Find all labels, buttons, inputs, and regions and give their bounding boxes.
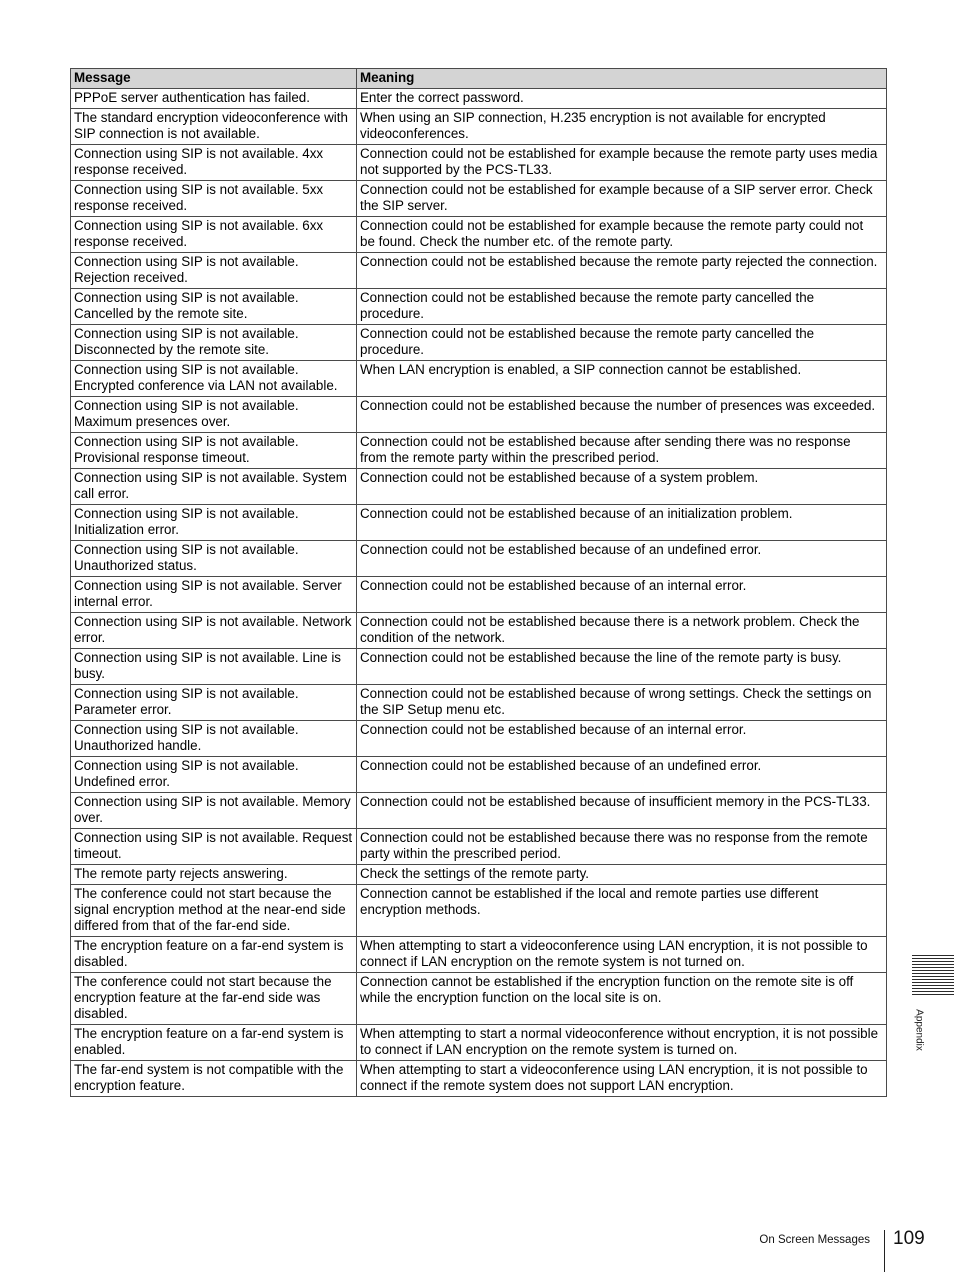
meaning-cell: Connection could not be established because the number of presences was exceeded. <box>357 397 887 433</box>
message-cell: Connection using SIP is not available. Server internal error. <box>71 577 357 613</box>
table-row <box>71 181 887 217</box>
table-row <box>71 973 887 1025</box>
meaning-cell: Connection could not be established because of an initialization problem. <box>357 505 887 541</box>
meaning-cell: Connection could not be established for example because the remote party uses media not supported by the PCS-TL33. <box>357 145 887 181</box>
message-cell: The standard encryption videoconference with SIP connection is not available. <box>71 109 357 145</box>
table-row <box>71 937 887 973</box>
message-cell: The remote party rejects answering. <box>71 865 357 885</box>
message-cell: Connection using SIP is not available. Unauthorized status. <box>71 541 357 577</box>
meaning-cell: Connection could not be established for example because the remote party could not be found. Check the number etc. of the remote party. <box>357 217 887 253</box>
message-cell: Connection using SIP is not available. 5xx response received. <box>71 181 357 217</box>
meaning-cell: When attempting to start a videoconference using LAN encryption, it is not possible to connect if LAN encryption on the remote system is not turned on. <box>357 937 887 973</box>
table-row <box>71 145 887 181</box>
meaning-cell: Connection could not be established because there was no response from the remote party within the prescribed period. <box>357 829 887 865</box>
meaning-cell: Connection could not be established because of an internal error. <box>357 721 887 757</box>
message-cell: The encryption feature on a far-end system is enabled. <box>71 1025 357 1061</box>
table-row <box>71 885 887 937</box>
meaning-cell: Connection could not be established because of an undefined error. <box>357 541 887 577</box>
message-cell: PPPoE server authentication has failed. <box>71 89 357 109</box>
message-cell: Connection using SIP is not available. Encrypted conference via LAN not available. <box>71 361 357 397</box>
message-cell: Connection using SIP is not available. Cancelled by the remote site. <box>71 289 357 325</box>
meaning-cell: Connection could not be established because the remote party rejected the connection. <box>357 253 887 289</box>
page-number: 109 <box>893 1228 925 1249</box>
message-cell: The encryption feature on a far-end system is disabled. <box>71 937 357 973</box>
table-row <box>71 397 887 433</box>
message-cell: The conference could not start because the signal encryption method at the near-end side differed from that of the far-end side. <box>71 885 357 937</box>
table-row <box>71 469 887 505</box>
message-cell: Connection using SIP is not available. Provisional response timeout. <box>71 433 357 469</box>
meaning-cell: When attempting to start a videoconference using LAN encryption, it is not possible to connect if the remote system does not support LAN encryption. <box>357 1061 887 1097</box>
table-header-row <box>71 69 887 89</box>
message-cell: Connection using SIP is not available. Request timeout. <box>71 829 357 865</box>
table-row <box>71 793 887 829</box>
message-cell: The conference could not start because the encryption feature at the far-end side was disabled. <box>71 973 357 1025</box>
meaning-cell: Connection cannot be established if the local and remote parties use different encryption methods. <box>357 885 887 937</box>
meaning-cell: Connection cannot be established if the encryption function on the remote site is off while the encryption function on the local site is on. <box>357 973 887 1025</box>
table-row <box>71 757 887 793</box>
meaning-cell: Connection could not be established because of insufficient memory in the PCS-TL33. <box>357 793 887 829</box>
table-row <box>71 361 887 397</box>
meaning-cell: Connection could not be established because the remote party cancelled the procedure. <box>357 289 887 325</box>
table-row <box>71 829 887 865</box>
message-cell: Connection using SIP is not available. Line is busy. <box>71 649 357 685</box>
table-row <box>71 577 887 613</box>
header-message: Message <box>71 69 357 89</box>
table-row <box>71 325 887 361</box>
meaning-cell: Enter the correct password. <box>357 89 887 109</box>
meaning-cell: Connection could not be established because there is a network problem. Check the condition of the network. <box>357 613 887 649</box>
message-cell: Connection using SIP is not available. Undefined error. <box>71 757 357 793</box>
meaning-cell: Connection could not be established because after sending there was no response from the remote party within the prescribed period. <box>357 433 887 469</box>
table-row <box>71 109 887 145</box>
header-meaning: Meaning <box>357 69 887 89</box>
meaning-cell: Connection could not be established because of an undefined error. <box>357 757 887 793</box>
message-cell: Connection using SIP is not available. Maximum presences over. <box>71 397 357 433</box>
meaning-cell: When attempting to start a normal videoconference without encryption, it is not possible to connect if LAN encryption on the remote system is turned on. <box>357 1025 887 1061</box>
table-row <box>71 649 887 685</box>
message-cell: The far-end system is not compatible with the encryption feature. <box>71 1061 357 1097</box>
footer-divider <box>884 1230 885 1272</box>
table-row <box>71 433 887 469</box>
meaning-cell: Check the settings of the remote party. <box>357 865 887 885</box>
message-cell: Connection using SIP is not available. Unauthorized handle. <box>71 721 357 757</box>
table-row <box>71 685 887 721</box>
meaning-cell: Connection could not be established because of an internal error. <box>357 577 887 613</box>
table-row <box>71 1025 887 1061</box>
table-row <box>71 1061 887 1097</box>
table-row <box>71 613 887 649</box>
appendix-tab-marker <box>912 955 954 997</box>
table-row <box>71 541 887 577</box>
message-cell: Connection using SIP is not available. System call error. <box>71 469 357 505</box>
table-row <box>71 289 887 325</box>
message-cell: Connection using SIP is not available. 6xx response received. <box>71 217 357 253</box>
message-cell: Connection using SIP is not available. Rejection received. <box>71 253 357 289</box>
meaning-cell: When LAN encryption is enabled, a SIP connection cannot be established. <box>357 361 887 397</box>
message-cell: Connection using SIP is not available. Memory over. <box>71 793 357 829</box>
meaning-cell: Connection could not be established because the remote party cancelled the procedure. <box>357 325 887 361</box>
meaning-cell: Connection could not be established because of wrong settings. Check the settings on the SIP Setup menu etc. <box>357 685 887 721</box>
message-cell: Connection using SIP is not available. Network error. <box>71 613 357 649</box>
table-body <box>71 89 887 1097</box>
message-cell: Connection using SIP is not available. 4xx response received. <box>71 145 357 181</box>
meaning-cell: Connection could not be established because of a system problem. <box>357 469 887 505</box>
table-row <box>71 217 887 253</box>
messages-table <box>70 68 887 1097</box>
table-row <box>71 721 887 757</box>
meaning-cell: Connection could not be established for example because of a SIP server error. Check the SIP server. <box>357 181 887 217</box>
table-row <box>71 505 887 541</box>
table-row <box>71 865 887 885</box>
meaning-cell: Connection could not be established because the line of the remote party is busy. <box>357 649 887 685</box>
table-row <box>71 89 887 109</box>
message-cell: Connection using SIP is not available. Disconnected by the remote site. <box>71 325 357 361</box>
table-row <box>71 253 887 289</box>
message-cell: Connection using SIP is not available. Initialization error. <box>71 505 357 541</box>
message-cell: Connection using SIP is not available. Parameter error. <box>71 685 357 721</box>
meaning-cell: When using an SIP connection, H.235 encryption is not available for encrypted videoconferences. <box>357 109 887 145</box>
appendix-tab-label: Appendix <box>913 1009 925 1051</box>
footer-section-title: On Screen Messages <box>759 1234 870 1246</box>
